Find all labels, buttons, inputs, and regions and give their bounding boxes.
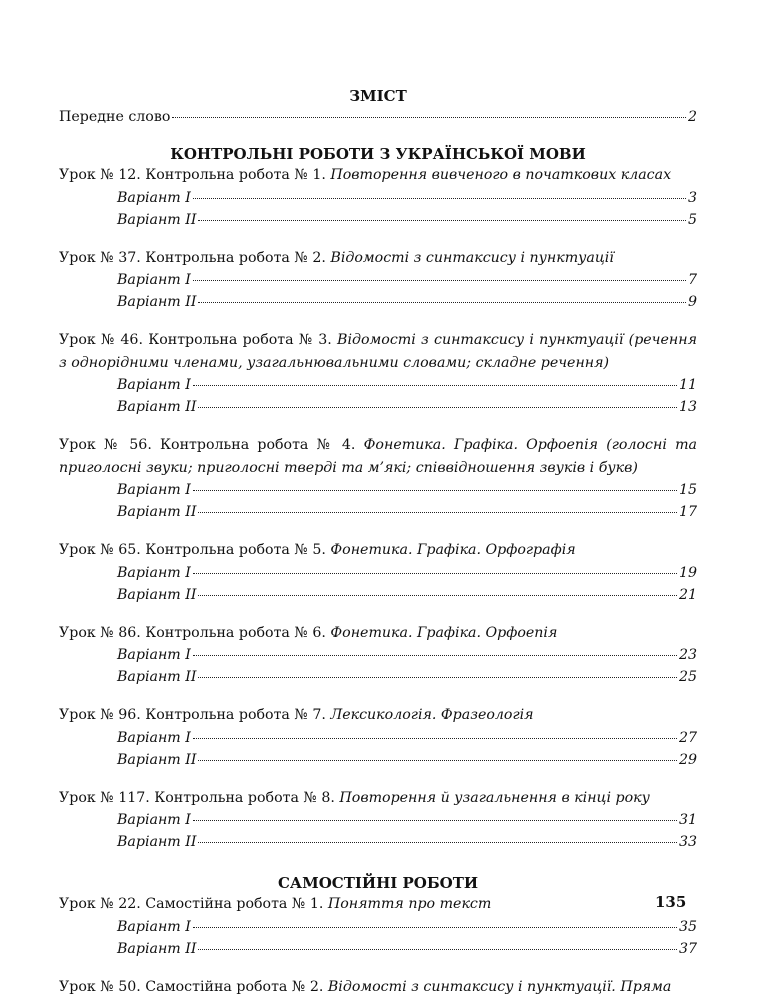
lesson-number: Урок № 117. Контрольна робота № 8.	[59, 790, 339, 806]
toc-entry-variant	[59, 209, 697, 231]
entry-page: 11	[679, 374, 697, 396]
dot-leader	[193, 198, 686, 199]
lesson-number: Урок № 46. Контрольна робота № 3.	[59, 332, 337, 348]
lesson-number: Урок № 37. Контрольна робота № 2.	[59, 250, 330, 266]
page-number: 135	[655, 893, 686, 911]
lesson-heading	[59, 976, 697, 998]
dot-leader	[198, 842, 676, 843]
dot-leader	[198, 760, 676, 761]
dot-leader	[193, 573, 677, 574]
toc-entry-variant	[59, 479, 697, 501]
dot-leader	[198, 595, 676, 596]
entry-page: 3	[688, 187, 697, 209]
entry-page: 15	[679, 479, 697, 501]
dot-leader	[198, 302, 685, 303]
entry-page: 27	[679, 727, 697, 749]
entry-page: 2	[688, 106, 697, 128]
lesson-heading	[59, 787, 697, 810]
dot-leader	[198, 220, 685, 221]
lesson-heading	[59, 622, 697, 645]
lesson-topic: Повторення вивченого в початкових класах	[330, 167, 671, 183]
lesson-number: Урок № 86. Контрольна робота № 6.	[59, 625, 330, 641]
entry-label: Передне слово	[59, 106, 170, 128]
lesson-heading	[59, 434, 697, 479]
lesson-topic: Фонетика. Графіка. Орфоепія (голосні та приголосні звуки; приголосні тверді та м’які; співвідношення звуків і букв)	[59, 437, 697, 476]
lesson-number: Урок № 12. Контрольна робота № 1.	[59, 167, 330, 183]
entry-label: Варіант І	[117, 269, 191, 291]
entry-label: Варіант ІІ	[117, 584, 196, 606]
toc-entry-variant	[59, 501, 697, 523]
toc-entry-variant	[59, 749, 697, 771]
entry-label: Варіант ІІ	[117, 938, 196, 960]
entry-label: Варіант І	[117, 916, 191, 938]
entry-label: Варіант І	[117, 644, 191, 666]
control-works-list	[59, 164, 697, 873]
toc-entry-variant	[59, 916, 697, 938]
entry-page: 21	[679, 584, 697, 606]
lesson-topic: Повторення й узагальнення в кінці року	[339, 790, 649, 806]
toc-entry-variant	[59, 831, 697, 853]
entry-page: 7	[688, 269, 697, 291]
entry-label: Варіант ІІ	[117, 501, 196, 523]
lesson-heading	[59, 704, 697, 727]
entry-page: 23	[679, 644, 697, 666]
toc-entry-variant	[59, 727, 697, 749]
dot-leader	[193, 820, 677, 821]
dot-leader	[193, 655, 677, 656]
lesson-number: Урок № 50. Самостійна робота № 2.	[59, 979, 328, 995]
entry-page: 31	[679, 809, 697, 831]
lesson-topic: Фонетика. Графіка. Орфографія	[330, 542, 575, 558]
section-heading-independent: САМОСТІЙНІ РОБОТИ	[59, 873, 697, 893]
dot-leader	[198, 677, 676, 678]
entry-label: Варіант ІІ	[117, 209, 196, 231]
lesson-number: Урок № 65. Контрольна робота № 5.	[59, 542, 330, 558]
toc-entry-variant	[59, 938, 697, 960]
lesson-heading	[59, 539, 697, 562]
toc-entry-variant	[59, 291, 697, 313]
entry-label: Варіант І	[117, 562, 191, 584]
lesson-topic: Поняття про текст	[328, 896, 491, 912]
independent-works-list	[59, 893, 697, 998]
toc-entry-variant	[59, 562, 697, 584]
page-title: ЗМІСТ	[59, 86, 697, 106]
dot-leader	[198, 512, 676, 513]
toc-entry-variant	[59, 644, 697, 666]
entry-page: 25	[679, 666, 697, 688]
toc-entry-variant	[59, 809, 697, 831]
entry-label: Варіант І	[117, 809, 191, 831]
lesson-topic: Відомості з синтаксису і пунктуації (речення з однорідними членами, узагальнювальними словами; складне речення)	[59, 332, 697, 371]
toc-entry-variant	[59, 374, 697, 396]
entry-label: Варіант І	[117, 374, 191, 396]
toc-entry-variant	[59, 269, 697, 291]
table-of-contents	[59, 86, 697, 998]
entry-page: 13	[679, 396, 697, 418]
lesson-number: Урок № 56. Контрольна робота № 4.	[59, 437, 364, 453]
entry-label: Варіант ІІ	[117, 749, 196, 771]
lesson-heading	[59, 164, 697, 187]
dot-leader	[193, 280, 686, 281]
entry-page: 29	[679, 749, 697, 771]
dot-leader	[172, 117, 686, 118]
section-heading-control: КОНТРОЛЬНІ РОБОТИ З УКРАЇНСЬКОЇ МОВИ	[59, 144, 697, 164]
lesson-heading	[59, 893, 697, 916]
entry-label: Варіант ІІ	[117, 831, 196, 853]
lesson-topic: Фонетика. Графіка. Орфоепія	[330, 625, 557, 641]
entry-page: 33	[679, 831, 697, 853]
lesson-topic: Відомості з синтаксису і пунктуації. Пряма	[328, 979, 672, 995]
entry-label: Варіант ІІ	[117, 396, 196, 418]
dot-leader	[193, 927, 677, 928]
lesson-topic: Відомості з синтаксису і пунктуації	[330, 250, 613, 266]
dot-leader	[193, 738, 677, 739]
toc-entry-variant	[59, 396, 697, 418]
entry-page: 5	[688, 209, 697, 231]
dot-leader	[198, 949, 676, 950]
entry-label: Варіант ІІ	[117, 666, 196, 688]
entry-page: 35	[679, 916, 697, 938]
entry-page: 19	[679, 562, 697, 584]
toc-entry-foreword	[59, 106, 697, 128]
lesson-number: Урок № 96. Контрольна робота № 7.	[59, 707, 330, 723]
dot-leader	[193, 385, 677, 386]
entry-label: Варіант І	[117, 479, 191, 501]
entry-page: 37	[679, 938, 697, 960]
entry-page: 17	[679, 501, 697, 523]
lesson-number: Урок № 22. Самостійна робота № 1.	[59, 896, 328, 912]
dot-leader	[193, 490, 677, 491]
entry-label: Варіант І	[117, 187, 191, 209]
lesson-heading	[59, 247, 697, 270]
dot-leader	[198, 407, 676, 408]
toc-entry-variant	[59, 584, 697, 606]
entry-label: Варіант ІІ	[117, 291, 196, 313]
entry-page: 9	[688, 291, 697, 313]
toc-entry-variant	[59, 666, 697, 688]
lesson-heading	[59, 329, 697, 374]
entry-label: Варіант І	[117, 727, 191, 749]
lesson-topic: Лексикологія. Фразеологія	[330, 707, 533, 723]
toc-entry-variant	[59, 187, 697, 209]
